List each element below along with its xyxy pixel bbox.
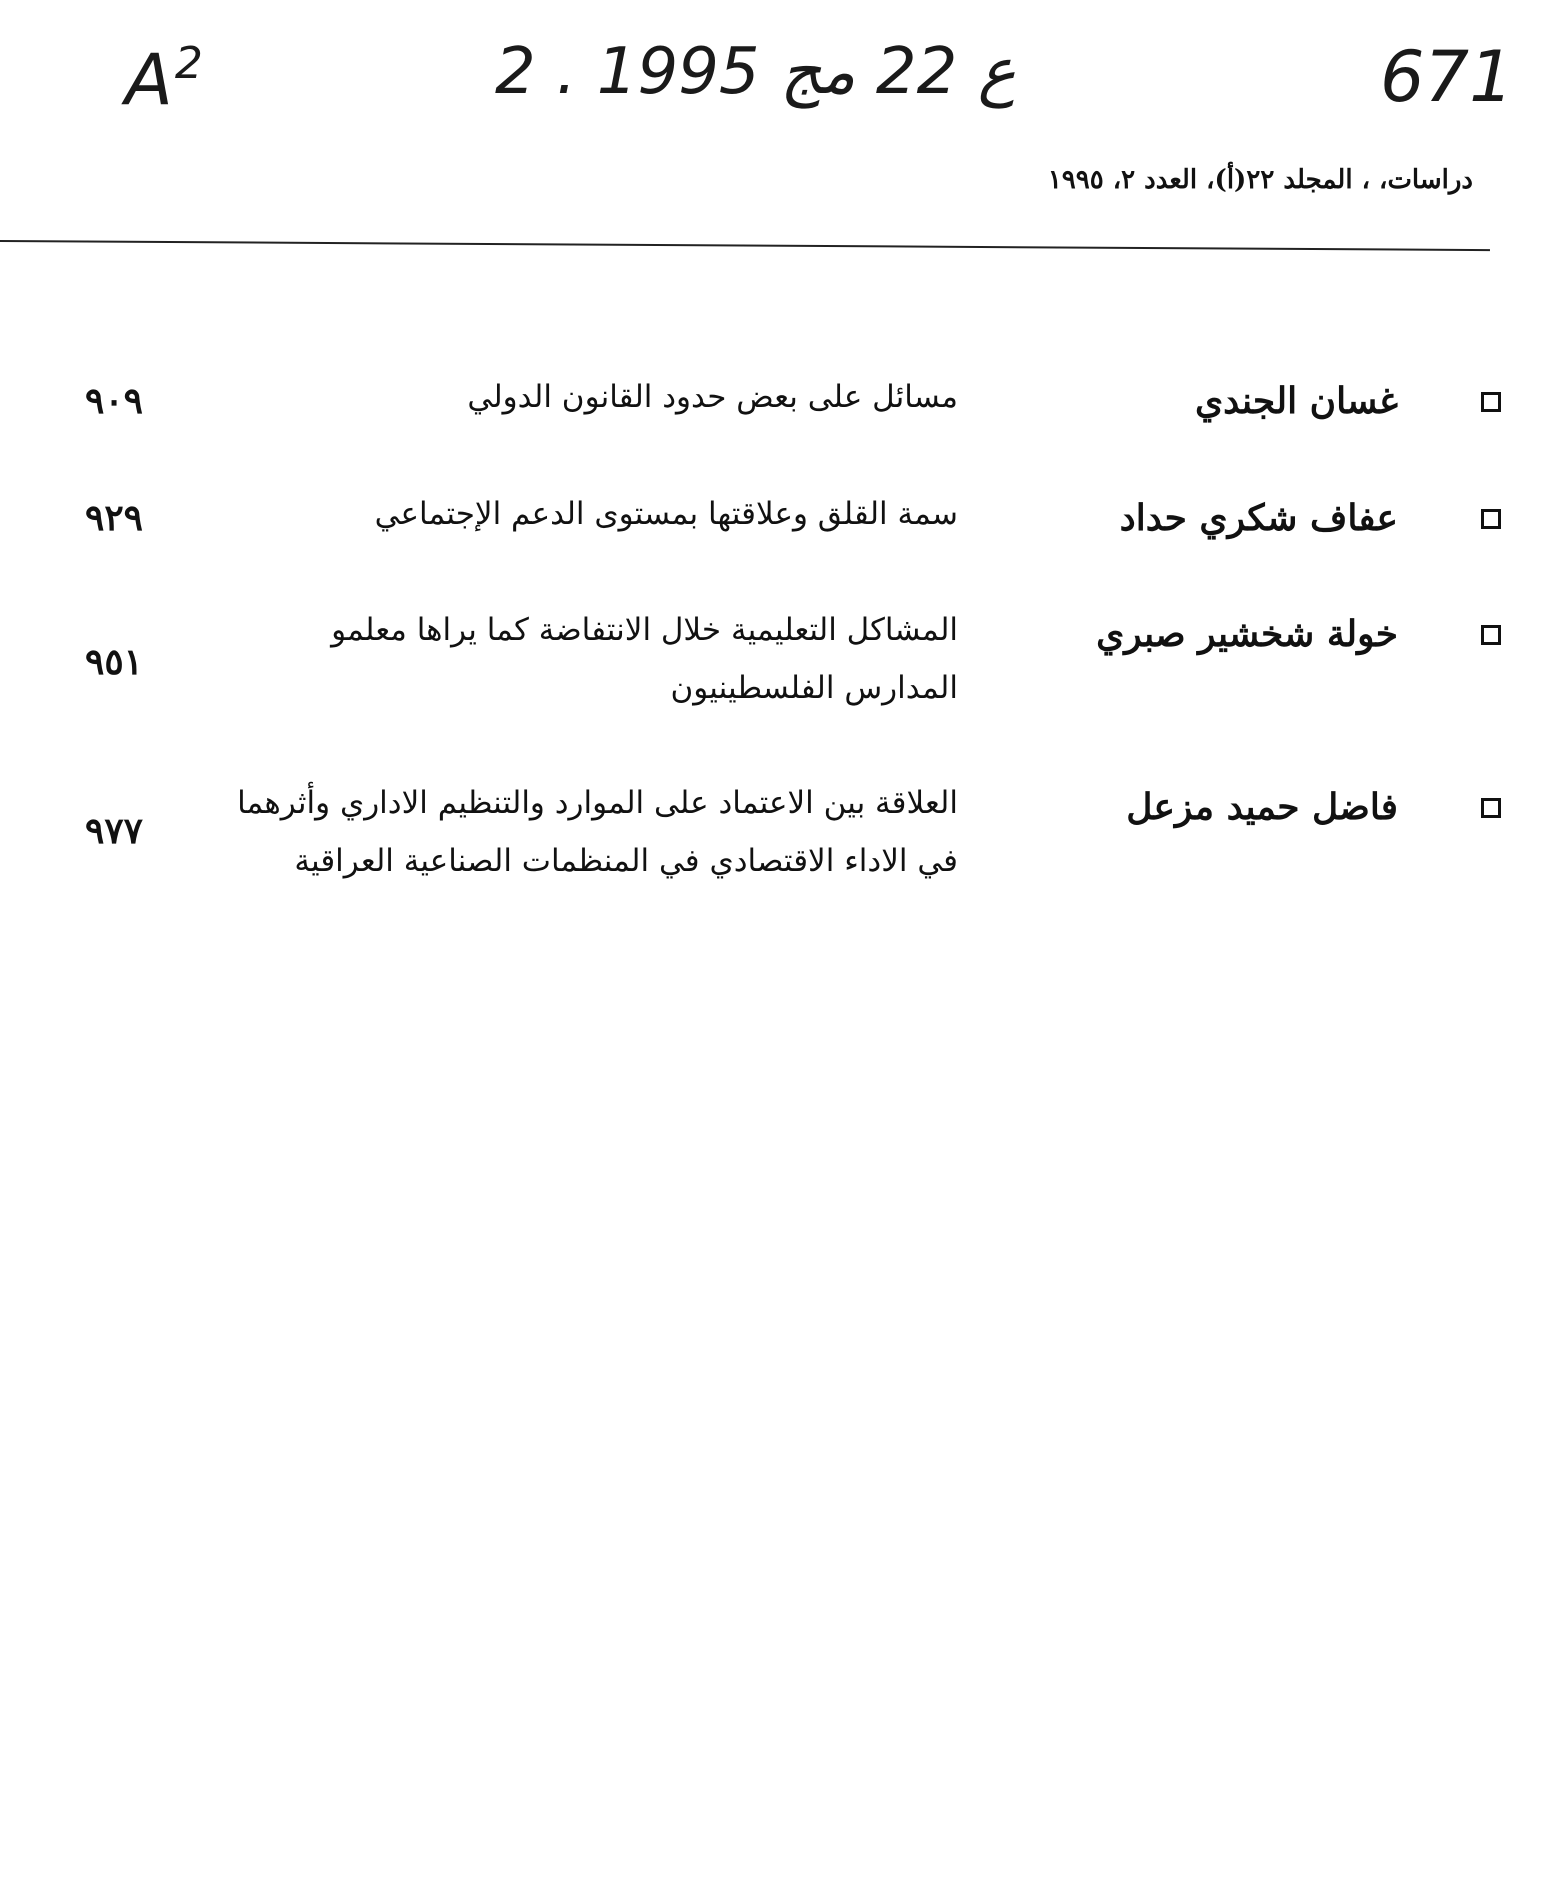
entry-title: مسائل على بعض حدود القانون الدولي	[467, 379, 958, 415]
checkbox-square-icon	[1481, 798, 1501, 818]
entry-title: سمة القلق وعلاقتها بمستوى الدعم الإجتماعي	[374, 496, 958, 532]
journal-citation: دراسات، ، المجلد ٢٢(أ)، العدد ٢، ١٩٩٥	[1047, 165, 1473, 195]
handwritten-number: 671	[1380, 36, 1514, 118]
handwritten-code-superscript: 2	[174, 38, 203, 89]
entry-page-number: ٩٥١	[85, 641, 144, 683]
entry-title: المشاكل التعليمية خلال الانتفاضة كما يراها معلمو المدارس الفلسطينيون	[331, 612, 958, 706]
header-divider	[0, 240, 1490, 251]
entry-author: فاضل حميد مزعل	[1126, 786, 1398, 828]
entry-page-number: ٩٠٩	[85, 380, 144, 422]
handwritten-code-letter: A	[125, 39, 173, 121]
entry-author: خولة شخشير صبري	[1096, 613, 1398, 655]
checkbox-square-icon	[1481, 509, 1501, 529]
handwritten-reference: 2 . ع 22 مج 1995	[495, 35, 1016, 109]
handwritten-code	[125, 38, 203, 121]
checkbox-square-icon	[1481, 392, 1501, 412]
entry-author: عفاف شكري حداد	[1119, 497, 1398, 539]
entry-title: العلاقة بين الاعتماد على الموارد والتنظيم الاداري وأثرهما في الاداء الاقتصادي في المنظمات الصناعية العراقية	[237, 785, 958, 879]
entry-author: غسان الجندي	[1194, 380, 1398, 422]
checkbox-square-icon	[1481, 625, 1501, 645]
entry-page-number: ٩٧٧	[85, 810, 144, 852]
entry-page-number: ٩٢٩	[85, 497, 144, 539]
